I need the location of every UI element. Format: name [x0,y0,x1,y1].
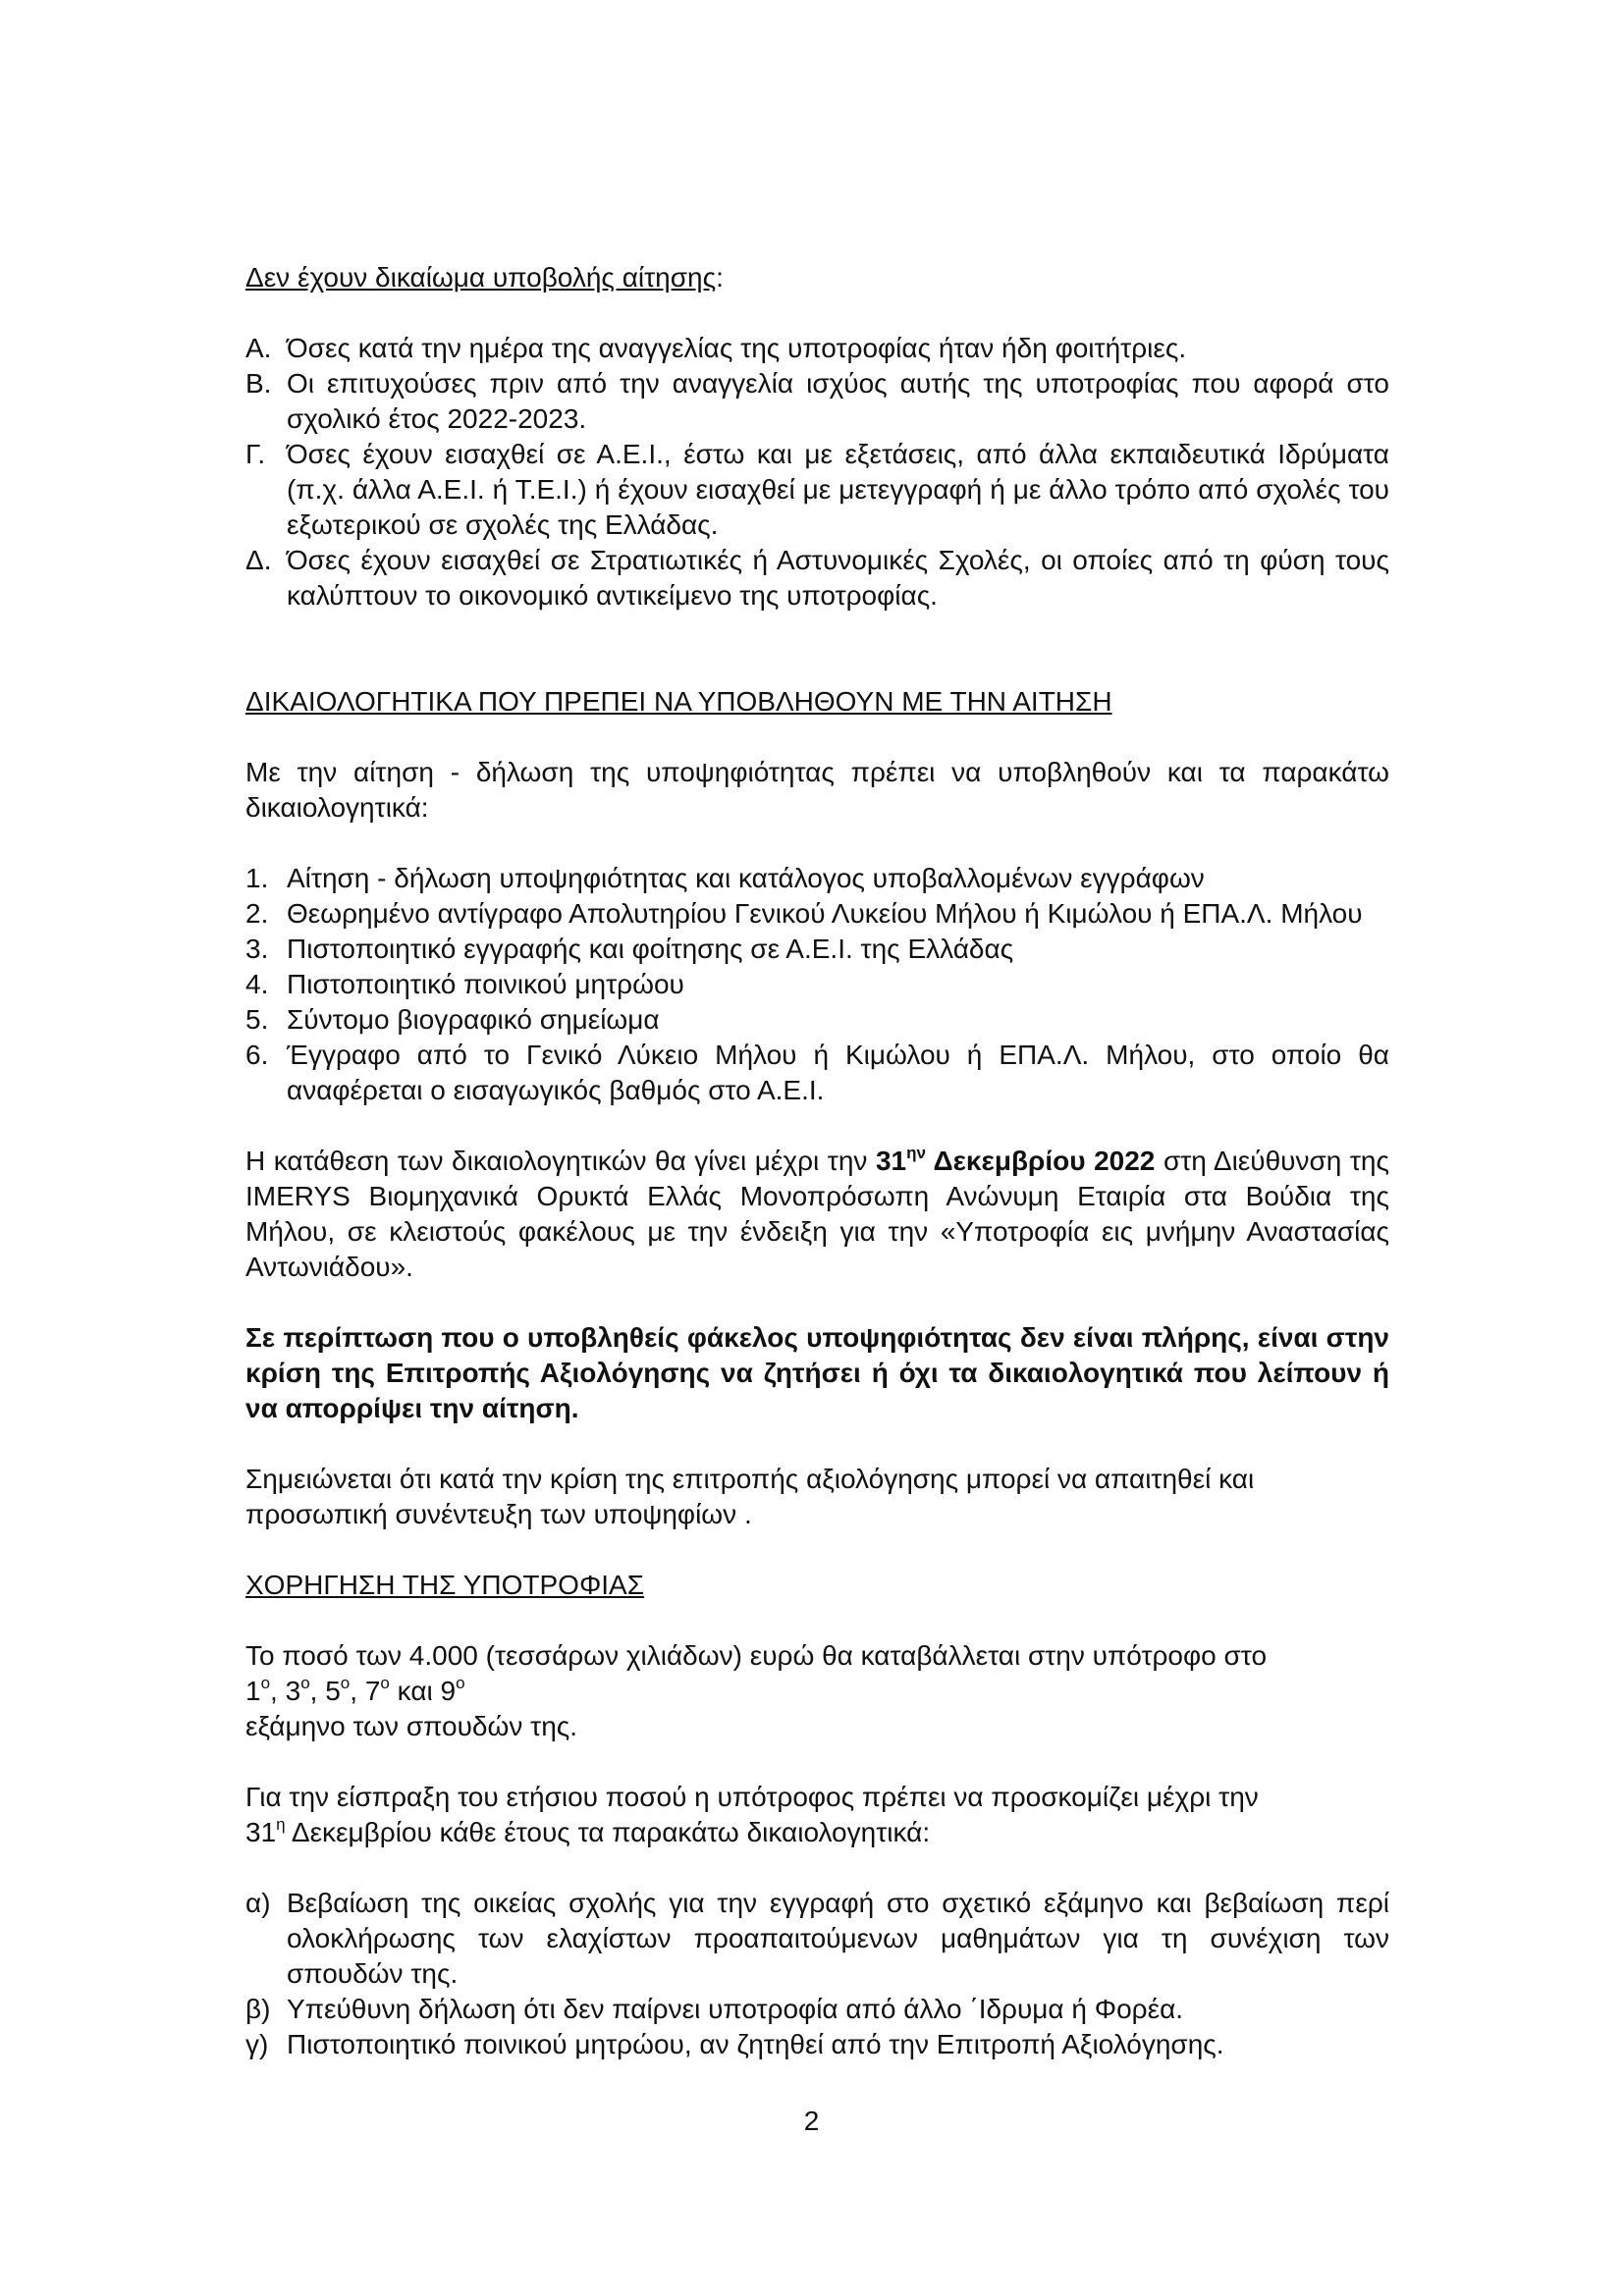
list-marker: Γ. [245,439,266,469]
collection-day: 31 [245,1817,277,1847]
list-marker: γ) [245,2029,269,2059]
list-item-text: Υπεύθυνη δήλωση ότι δεν παίρνει υποτροφία από άλλο ΄Ιδρυμα ή Φορέα. [287,1994,1184,2024]
semester-separator: , [270,1676,286,1706]
list-marker: 4. [245,969,269,999]
list-item [245,437,1389,543]
deadline-month: Δεκεμβρίου 2022 [925,1146,1156,1176]
list-item-text: Έγγραφο από το Γενικό Λύκειο Μήλου ή Κιμώλου ή ΕΠΑ.Λ. Μήλου, στο οποίο θα αναφέρεται ο εισαγωγικός βαθμός στο Α.Ε.Ι. [287,1040,1389,1105]
documents-heading-line [245,684,1389,720]
collection-day-suffix: η [276,1815,286,1834]
list-item-text: Όσες έχουν εισαχθεί σε Στρατιωτικές ή Αστυνομικές Σχολές, οι οποίες από τη φύση τους καλύπτουν το οικονομικό αντικείμενο της υποτροφίας. [287,545,1389,611]
grant-heading: ΧΟΡΗΓΗΣΗ ΤΗΣ ΥΠΟΤΡΟΦΙΑΣ [245,1570,645,1600]
list-item-text: Αίτηση - δήλωση υποψηφιότητας και κατάλογος υποβαλλομένων εγγράφων [287,863,1205,893]
semester-separator: και [389,1676,441,1706]
list-item-text: Πιστοποιητικό εγγραφής και φοίτησης σε Α.Ε.Ι. της Ελλάδας [287,934,1014,964]
semester-ordinal: ο [260,1674,271,1692]
list-item [245,1886,1389,1992]
list-marker: 6. [245,1040,269,1070]
list-marker: 1. [245,863,269,893]
collection-list [245,1886,1389,2062]
grant-amount-text: Το ποσό των 4.000 (τεσσάρων χιλιάδων) ευρώ θα καταβάλλεται στην υπότροφο στο [245,1640,1268,1671]
grant-heading-line [245,1568,1389,1603]
list-item [245,861,1389,896]
semester-separator: , [350,1676,365,1706]
list-item [245,331,1389,366]
list-marker: 3. [245,934,269,964]
list-marker: β) [245,1994,271,2024]
list-item-text: Σύντομο βιογραφικό σημείωμα [287,1004,660,1035]
semester-ordinal: ο [456,1674,465,1692]
documents-list [245,861,1389,1108]
grant-semesters [245,1674,1389,1709]
list-marker: Α. [245,333,272,363]
semester-ordinal: ο [340,1674,351,1692]
page-content [245,260,1389,2062]
deadline-post: στη Διεύθυνση της IMERYS Βιομηχανικά Ορυκτά Ελλάς Μονοπρόσωπη Ανώνυμη Εταιρία στα Βούδια της Μήλου, σε κλειστούς φακέλους με την ένδειξη για την «Υποτροφία εις μνήμην Αναστασίας Αντωνιάδου». [245,1146,1390,1282]
list-item-text: Όσες έχουν εισαχθεί σε Α.Ε.Ι., έστω και με εξετάσεις, από άλλα εκπαιδευτικά Ιδρύματα (π.χ. άλλα Α.Ε.Ι. ή Τ.Ε.Ι.) ή έχουν εισαχθεί με μετεγγραφή ή με άλλο τρόπο από σχολές του εξωτερικού σε σχολές της Ελλάδας. [287,439,1389,540]
eligibility-heading-colon: : [716,262,724,293]
list-marker: 5. [245,1004,269,1035]
semester-separator: , [309,1676,326,1706]
semester-number: 9 [440,1676,457,1706]
deadline-day: 31 [875,1146,907,1176]
page-number: 2 [803,2106,820,2136]
list-item [245,932,1389,967]
list-item [245,967,1389,1002]
eligibility-heading-line [245,260,1389,295]
interview-note: Σημειώνεται ότι κατά την κρίση της επιτροπής αξιολόγησης μπορεί να απαιτηθεί και προσωπική συνέντευξη των υποψηφίων . [245,1464,1255,1529]
list-item-text: Βεβαίωση της οικείας σχολής για την εγγραφή στο σχετικό εξάμηνο και βεβαίωση περί ολοκλήρωσης των ελαχίστων προαπαιτούμενων μαθημάτων για τη συνέχιση των σπουδών της. [287,1888,1389,1989]
list-item-text: Όσες κατά την ημέρα της αναγγελίας της υποτροφίας ήταν ήδη φοιτήτριες. [287,333,1187,363]
list-item [245,1038,1389,1108]
list-item [245,896,1389,932]
semester-ordinal: ο [380,1674,390,1692]
deadline-pre: Η κατάθεση των δικαιολογητικών θα γίνει μέχρι την [245,1146,876,1176]
list-marker: α) [245,1888,271,1918]
list-item [245,1992,1389,2027]
list-item-text: Πιστοποιητικό ποινικού μητρώου, αν ζητηθεί από την Επιτροπή Αξιολόγησης. [287,2029,1224,2059]
list-marker: Β. [245,368,272,399]
list-item-text: Οι επιτυχούσες πριν από την αναγγελία ισχύος αυτής της υποτροφίας που αφορά στο σχολικό έτος 2022-2023. [287,368,1389,434]
list-marker: 2. [245,898,269,929]
list-marker: Δ. [245,545,272,575]
list-item-text: Θεωρημένο αντίγραφο Απολυτηρίου Γενικού Λυκείου Μήλου ή Κιμώλου ή ΕΠΑ.Λ. Μήλου [287,898,1363,929]
documents-intro: Με την αίτηση - δήλωση της υποψηφιότητας πρέπει να υποβληθούν και τα παρακάτω δικαιολογητικά: [245,757,1389,823]
collection-text: Για την είσπραξη του ετήσιου ποσού η υπότροφος πρέπει να προσκομίζει μέχρι την [245,1782,1259,1812]
documents-heading: ΔΙΚΑΙΟΛΟΓΗΤΙΚΑ ΠΟΥ ΠΡΕΠΕΙ ΝΑ ΥΠΟΒΛΗΘΟΥΝ ΜΕ ΤΗΝ ΑΙΤΗΣΗ [245,686,1112,717]
semester-ordinal: ο [300,1674,310,1692]
deadline-date [876,1146,1155,1176]
deadline-paragraph [245,1144,1389,1285]
semester-number: 5 [325,1676,341,1706]
eligibility-list [245,331,1389,614]
list-item [245,366,1389,437]
deadline-day-suffix: ην [906,1144,926,1162]
collection-rest: Δεκεμβρίου κάθε έτους τα παρακάτω δικαιολογητικά: [285,1817,931,1847]
semester-number: 3 [285,1676,301,1706]
list-item [245,543,1389,614]
grant-semester-tail: εξάμηνο των σπουδών της. [245,1711,578,1741]
eligibility-heading: Δεν έχουν δικαίωμα υποβολής αίτησης [245,262,717,293]
semester-number: 1 [245,1676,261,1706]
incomplete-file-note: Σε περίπτωση που ο υποβληθείς φάκελος υποψηφιότητας δεν είναι πλήρης, είναι στην κρίση της Επιτροπής Αξιολόγησης να ζητήσει ή όχι τα δικαιολογητικά που λείπουν ή να απορρίψει την αίτηση. [245,1322,1389,1423]
list-item [245,1002,1389,1038]
semester-number: 7 [364,1676,381,1706]
collection-deadline [245,1815,1389,1850]
list-item [245,2027,1389,2062]
list-item-text: Πιστοποιητικό ποινικού μητρώου [287,969,684,999]
